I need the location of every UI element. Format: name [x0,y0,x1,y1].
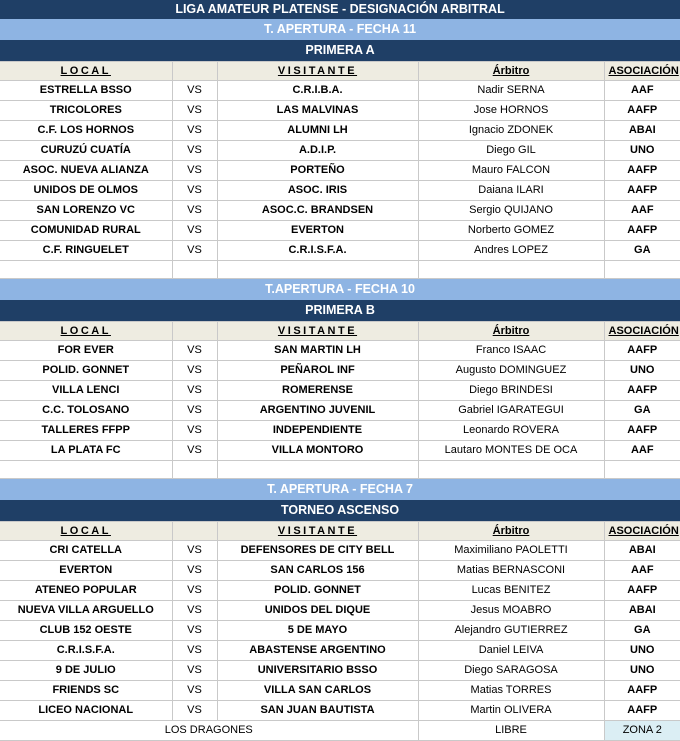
division-row [0,40,680,62]
sheet-title: LIGA AMATEUR PLATENSE - DESIGNACIÓN ARBITRAL [0,0,680,19]
local-team: POLID. GONNET [0,361,172,381]
visiting-team: ABASTENSE ARGENTINO [217,641,418,661]
vs-label: VS [172,401,217,421]
association: GA [604,241,680,261]
association: AAFP [604,381,680,401]
blank-cell [418,261,604,279]
referee: Jesus MOABRO [418,601,604,621]
visiting-team: LAS MALVINAS [217,101,418,121]
local-team: LICEO NACIONAL [0,701,172,721]
referee: Jose HORNOS [418,101,604,121]
referee: Diego BRINDESI [418,381,604,401]
vs-label: VS [172,581,217,601]
association: AAFP [604,681,680,701]
vs-label: VS [172,81,217,101]
blank-cell [172,461,217,479]
visiting-team: UNIVERSITARIO BSSO [217,661,418,681]
col-vs [172,522,217,541]
association: ABAI [604,601,680,621]
match-row [0,621,680,641]
referee: Franco ISAAC [418,341,604,361]
visiting-team: SAN JUAN BAUTISTA [217,701,418,721]
col-local: LOCAL [0,62,172,81]
col-arbitro: Árbitro [418,62,604,81]
column-header-row [0,522,680,541]
match-row [0,201,680,221]
vs-label: VS [172,361,217,381]
blank-cell [172,261,217,279]
match-row [0,181,680,201]
referee: Andres LOPEZ [418,241,604,261]
referee: Leonardo ROVERA [418,421,604,441]
division-row [0,500,680,522]
visiting-team: PORTEÑO [217,161,418,181]
visiting-team: 5 DE MAYO [217,621,418,641]
visiting-team: SAN MARTIN LH [217,341,418,361]
local-team: ESTRELLA BSSO [0,81,172,101]
visiting-team: PEÑAROL INF [217,361,418,381]
referee: Augusto DOMINGUEZ [418,361,604,381]
title-row [0,0,680,19]
visiting-team: POLID. GONNET [217,581,418,601]
association: GA [604,401,680,421]
association: UNO [604,141,680,161]
local-team: FRIENDS SC [0,681,172,701]
local-team: TALLERES FFPP [0,421,172,441]
division-title: TORNEO ASCENSO [0,500,680,522]
association: AAFP [604,341,680,361]
fecha-row [0,479,680,501]
match-row [0,141,680,161]
association: ABAI [604,541,680,561]
match-row [0,401,680,421]
visiting-team: SAN CARLOS 156 [217,561,418,581]
local-team: VILLA LENCI [0,381,172,401]
col-local: LOCAL [0,522,172,541]
blank-cell [604,461,680,479]
association: AAF [604,441,680,461]
referee: Norberto GOMEZ [418,221,604,241]
match-row [0,581,680,601]
referee: Mauro FALCON [418,161,604,181]
referee: Nadir SERNA [418,81,604,101]
blank-cell [217,261,418,279]
vs-label: VS [172,601,217,621]
association: AAFP [604,421,680,441]
vs-label: VS [172,101,217,121]
referee: Ignacio ZDONEK [418,121,604,141]
match-row [0,341,680,361]
visiting-team: VILLA MONTORO [217,441,418,461]
referee: Daiana ILARI [418,181,604,201]
match-row [0,441,680,461]
blank-cell [0,461,172,479]
referee: Sergio QUIJANO [418,201,604,221]
vs-label: VS [172,141,217,161]
vs-label: VS [172,541,217,561]
match-row [0,101,680,121]
referee: Martin OLIVERA [418,701,604,721]
vs-label: VS [172,181,217,201]
bye-zone: ZONA 2 [604,721,680,741]
division-title: PRIMERA B [0,300,680,322]
local-team: ASOC. NUEVA ALIANZA [0,161,172,181]
col-vs [172,62,217,81]
visiting-team: ASOC.C. BRANDSEN [217,201,418,221]
local-team: FOR EVER [0,341,172,361]
match-row [0,701,680,721]
referee: Maximiliano PAOLETTI [418,541,604,561]
visiting-team: INDEPENDIENTE [217,421,418,441]
match-row [0,221,680,241]
vs-label: VS [172,221,217,241]
match-row [0,361,680,381]
col-asociacion: ASOCIACIÓN [604,62,680,81]
match-row [0,601,680,621]
local-team: C.F. LOS HORNOS [0,121,172,141]
col-visitante: VISITANTE [217,322,418,341]
association: AAF [604,81,680,101]
local-team: CRI CATELLA [0,541,172,561]
association: UNO [604,641,680,661]
vs-label: VS [172,201,217,221]
col-arbitro: Árbitro [418,322,604,341]
association: AAFP [604,101,680,121]
visiting-team: ASOC. IRIS [217,181,418,201]
local-team: UNIDOS DE OLMOS [0,181,172,201]
association: ABAI [604,121,680,141]
match-row [0,161,680,181]
vs-label: VS [172,241,217,261]
column-header-row [0,62,680,81]
match-row [0,641,680,661]
local-team: LA PLATA FC [0,441,172,461]
col-asociacion: ASOCIACIÓN [604,322,680,341]
fecha-row [0,279,680,301]
vs-label: VS [172,681,217,701]
match-row [0,561,680,581]
col-arbitro: Árbitro [418,522,604,541]
local-team: C.F. RINGUELET [0,241,172,261]
association: AAFP [604,181,680,201]
column-header-row [0,322,680,341]
match-row [0,421,680,441]
local-team: EVERTON [0,561,172,581]
visiting-team: C.R.I.B.A. [217,81,418,101]
local-team: 9 DE JULIO [0,661,172,681]
referee: Alejandro GUTIERREZ [418,621,604,641]
association: AAF [604,561,680,581]
referee: Daniel LEIVA [418,641,604,661]
local-team: CURUZÚ CUATÍA [0,141,172,161]
visiting-team: A.D.I.P. [217,141,418,161]
visiting-team: ALUMNI LH [217,121,418,141]
visiting-team: ROMERENSE [217,381,418,401]
blank-cell [0,261,172,279]
col-vs [172,322,217,341]
col-visitante: VISITANTE [217,522,418,541]
referee: Gabriel IGARATEGUI [418,401,604,421]
col-local: LOCAL [0,322,172,341]
visiting-team: ARGENTINO JUVENIL [217,401,418,421]
col-asociacion: ASOCIACIÓN [604,522,680,541]
blank-cell [604,261,680,279]
association: GA [604,621,680,641]
match-row [0,121,680,141]
local-team: C.C. TOLOSANO [0,401,172,421]
vs-label: VS [172,341,217,361]
bye-label: LIBRE [418,721,604,741]
vs-label: VS [172,421,217,441]
association: UNO [604,361,680,381]
local-team: COMUNIDAD RURAL [0,221,172,241]
match-row [0,381,680,401]
association: AAFP [604,581,680,601]
association: AAFP [604,161,680,181]
local-team: NUEVA VILLA ARGUELLO [0,601,172,621]
match-row [0,81,680,101]
bye-team: LOS DRAGONES [0,721,418,741]
fecha-title: T. APERTURA - FECHA 11 [0,19,680,40]
blank-row [0,261,680,279]
referee: Diego GIL [418,141,604,161]
referee: Lautaro MONTES DE OCA [418,441,604,461]
visiting-team: C.R.I.S.F.A. [217,241,418,261]
visiting-team: DEFENSORES DE CITY BELL [217,541,418,561]
visiting-team: EVERTON [217,221,418,241]
vs-label: VS [172,641,217,661]
association: AAFP [604,701,680,721]
blank-cell [418,461,604,479]
visiting-team: UNIDOS DEL DIQUE [217,601,418,621]
match-row [0,661,680,681]
referee: Matias TORRES [418,681,604,701]
association: UNO [604,661,680,681]
bye-row [0,721,680,741]
vs-label: VS [172,121,217,141]
vs-label: VS [172,701,217,721]
fecha-title: T.APERTURA - FECHA 10 [0,279,680,301]
division-title: PRIMERA A [0,40,680,62]
local-team: C.R.I.S.F.A. [0,641,172,661]
col-visitante: VISITANTE [217,62,418,81]
referee: Matias BERNASCONI [418,561,604,581]
association: AAF [604,201,680,221]
fecha-title: T. APERTURA - FECHA 7 [0,479,680,501]
match-row [0,241,680,261]
visiting-team: VILLA SAN CARLOS [217,681,418,701]
match-row [0,681,680,701]
vs-label: VS [172,621,217,641]
blank-row [0,461,680,479]
local-team: ATENEO POPULAR [0,581,172,601]
vs-label: VS [172,561,217,581]
vs-label: VS [172,661,217,681]
referee: Lucas BENITEZ [418,581,604,601]
blank-cell [217,461,418,479]
match-row [0,541,680,561]
vs-label: VS [172,161,217,181]
vs-label: VS [172,441,217,461]
division-row [0,300,680,322]
local-team: SAN LORENZO VC [0,201,172,221]
vs-label: VS [172,381,217,401]
referee: Diego SARAGOSA [418,661,604,681]
fecha-row [0,19,680,40]
local-team: TRICOLORES [0,101,172,121]
association: AAFP [604,221,680,241]
local-team: CLUB 152 OESTE [0,621,172,641]
